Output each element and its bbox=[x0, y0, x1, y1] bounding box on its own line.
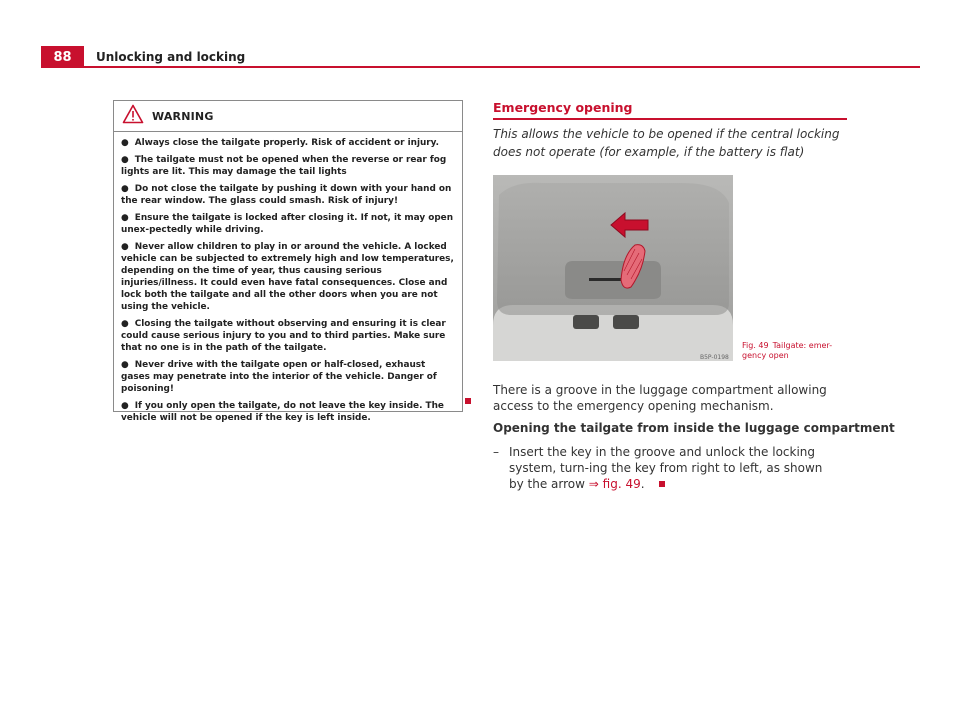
list-item: ● The tailgate must not be opened when the reverse or rear fog lights are lit. This may damage the tail lights bbox=[121, 155, 447, 177]
list-item: ● Ensure the tailgate is locked after closing it. If not, it may open unex-pectedly while driving. bbox=[121, 213, 454, 235]
figure-label: Fig. 49 bbox=[742, 341, 769, 350]
figure-code: B5P-0198 bbox=[700, 354, 729, 361]
warning-triangle-icon bbox=[122, 104, 144, 128]
list-item: ● Always close the tailgate properly. Risk of accident or injury. bbox=[121, 138, 440, 148]
warning-header bbox=[114, 101, 462, 132]
list-item: ● Closing the tailgate without observing and ensuring it is clear could cause serious injury to you and to third parties. Make sure that no one is in the path of the tailgate. bbox=[121, 319, 446, 353]
figure-link[interactable]: ⇒ fig. 49 bbox=[588, 477, 641, 491]
step-dash: – bbox=[493, 445, 499, 459]
figure-caption bbox=[742, 341, 846, 361]
step-end: . bbox=[640, 477, 645, 491]
section-intro: This allows the vehicle to be opened if the central locking does not operate (for example, if the battery is flat) bbox=[493, 127, 840, 159]
list-item: ● Never drive with the tailgate open or half-closed, exhaust gases may penetrate into the interior of the vehicle. Danger of poisoning! bbox=[121, 360, 437, 394]
body-paragraph: There is a groove in the luggage compartment allowing access to the emergency opening mechanism. bbox=[493, 383, 827, 413]
section-end-marker bbox=[659, 481, 665, 487]
list-item: ● Never allow children to play in or around the vehicle. A locked vehicle can be subjected to extremely high and low temperatures, depending on the time of year, thus causing serious injuries/illness. It could even have fatal consequences. Close and lock both the tailgate and all the other doors when you are not using the vehicle. bbox=[121, 242, 454, 312]
page-number: 88 bbox=[41, 46, 84, 68]
figure-tailgate-illustration bbox=[493, 175, 733, 361]
header-rule bbox=[84, 66, 920, 68]
warning-title: WARNING bbox=[152, 109, 214, 123]
subheading: Opening the tailgate from inside the luggage compartment bbox=[493, 421, 895, 435]
list-item: ● If you only open the tailgate, do not leave the key inside. The vehicle will not be opened if the key is left inside. bbox=[121, 401, 444, 423]
warning-list bbox=[114, 132, 462, 424]
section-title: Emergency opening bbox=[493, 100, 633, 115]
header-title: Unlocking and locking bbox=[96, 50, 246, 64]
step-text-wrapper bbox=[509, 444, 839, 492]
warning-box bbox=[113, 100, 463, 423]
list-item: ● Do not close the tailgate by pushing it down with your hand on the rear window. The glass could smash. Risk of injury! bbox=[121, 184, 452, 206]
figure-caption-text: Tailgate: emer-gency open bbox=[742, 341, 833, 360]
warning-end-marker bbox=[465, 398, 471, 404]
section-rule bbox=[493, 118, 847, 120]
step-text: Insert the key in the groove and unlock the locking system, turn-ing the key from right to left, as shown by the arrow bbox=[509, 445, 823, 491]
list-item bbox=[493, 444, 839, 492]
